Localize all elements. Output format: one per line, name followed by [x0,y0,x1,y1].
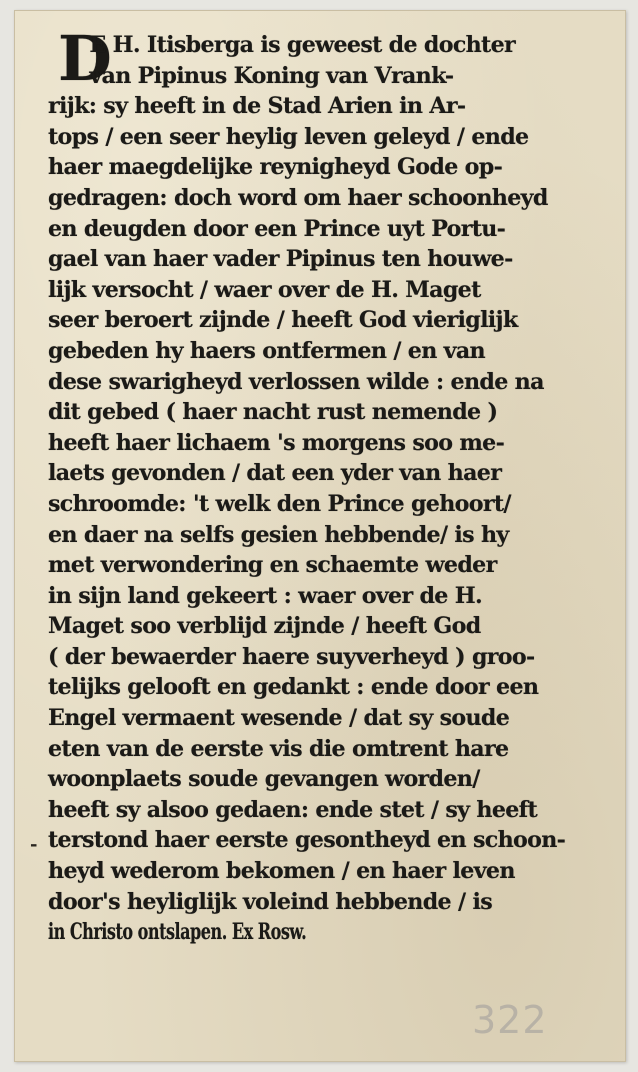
text-line: schroomde: 't welk den Prince gehoort/ [48,490,511,517]
margin-mark: - [30,834,38,855]
text-line: Engel vermaent wesende / dat sy soude [48,705,510,732]
text-line: heeft haer lichaem 's morgens soo me- [48,429,505,456]
text-line: en deugden door een Prince uyt Portu- [48,215,506,242]
text-line: ( der bewaerder haere suyverheyd ) groo- [48,643,535,670]
text-line: in sijn land gekeert : waer over de H. [48,582,483,609]
text-line: telijks gelooft en gedankt : ende door een [48,674,539,701]
text-line: rijk: sy heeft in de Stad Arien in Ar- [48,93,466,120]
text-block [48,22,608,948]
text-line: E H. Itisberga is geweest de dochter [89,32,516,58]
pencil-number: 322 [472,998,548,1042]
text-line: door's heyliglijk voleind hebbende / is [48,888,493,915]
drop-cap: D [58,22,112,95]
text-line: heeft sy alsoo gedaen: ende stet / sy heeft [48,796,538,823]
text-line: met verwondering en schaemte weder [48,552,497,579]
text-line: woonplaets soude gevangen worden/ [48,766,480,793]
text-line: heyd wederom bekomen / en haer leven [48,858,515,885]
text-line: gedragen: doch word om haer schoonheyd [48,184,548,211]
text-line: seer beroert zijnde / heeft God vieriglijk [48,307,518,334]
text-line: terstond haer eerste gesontheyd en schoon- [48,827,566,854]
text-line: en daer na selfs gesien hebbende/ is hy [48,521,509,548]
text-line: eten van de eerste vis die omtrent hare [48,735,509,762]
text-line: lijk versocht / waer over de H. Maget [48,276,481,303]
text-line: gebeden hy haers ontfermen / en van [48,337,485,364]
text-line: tops / een seer heylig leven geleyd / ende [48,123,529,150]
text-line: dese swarigheyd verlossen wilde : ende na [48,368,544,395]
text-line: gael van haer vader Pipinus ten houwe- [48,246,513,273]
text-line: haer maegdelijke reynigheyd Gode op- [48,154,503,181]
text-line: Maget soo verblijd zijnde / heeft God [48,613,481,640]
text-line: laets gevonden / dat een yder van haer [48,460,502,487]
text-line: in Christo ontslapen. Ex Rosw. [48,919,307,946]
text-line: dit gebed ( haer nacht rust nemende ) [48,399,498,426]
text-line: van Pipinus Koning van Vrank- [89,62,454,89]
